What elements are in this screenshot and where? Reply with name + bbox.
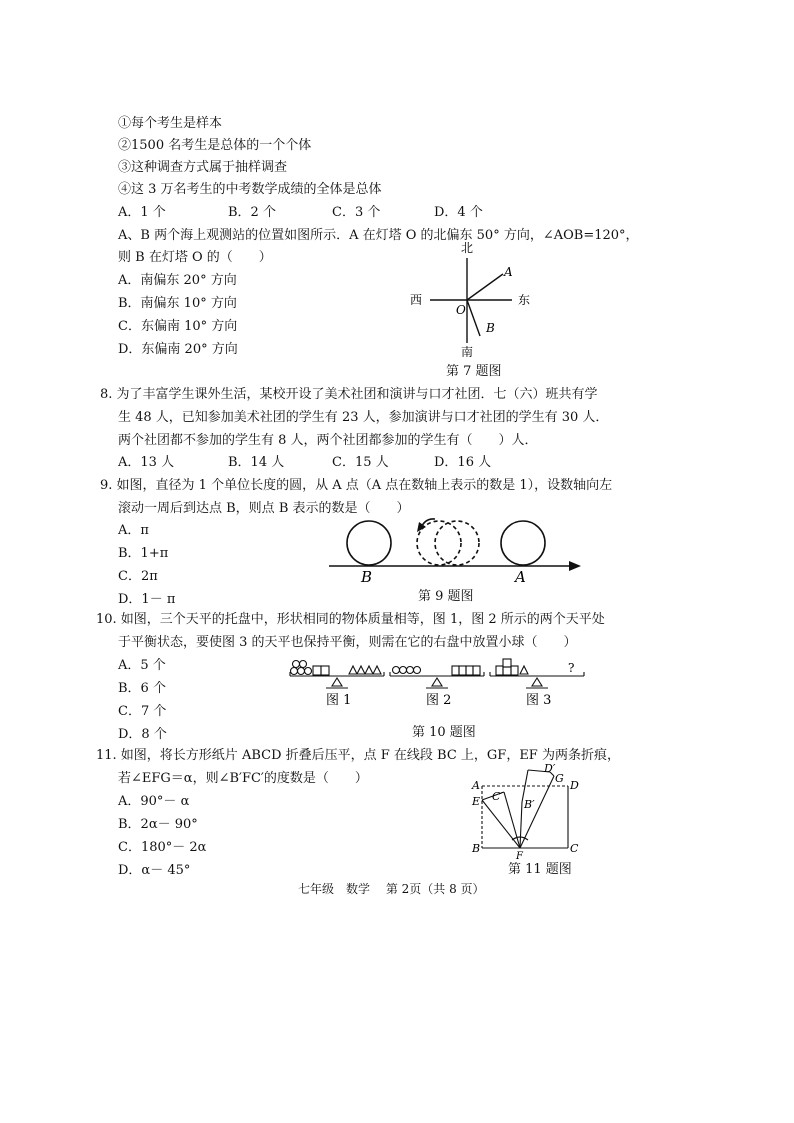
label-west: 西 xyxy=(410,293,423,307)
balance-3-question-mark: ? xyxy=(568,661,575,675)
q9-line2: 滚动一周后到达点 B，则点 B 表示的数是（ ） xyxy=(118,501,410,516)
q7-option-a: A．南偏东 20° 方向 xyxy=(118,273,237,288)
ray-oa xyxy=(467,274,503,300)
label-east: 东 xyxy=(518,293,531,307)
page-footer: 七年级 数学 第 2页（共 8 页） xyxy=(298,882,485,896)
q6-option-a: A．1 个 xyxy=(118,205,166,220)
q10-option-a: A．5 个 xyxy=(118,658,166,673)
balance-1 xyxy=(290,661,384,689)
q9-caption: 第 9 题图 xyxy=(418,589,474,604)
q10-option-c: C．7 个 xyxy=(118,704,167,719)
q9-option-b: B．1+π xyxy=(118,546,169,561)
statement-3: ③这种调查方式属于抽样调查 xyxy=(118,160,288,175)
q6-option-c: C．3 个 xyxy=(332,205,381,220)
q11-folding-diagram xyxy=(468,760,586,860)
label-f: F xyxy=(516,851,523,860)
q9-option-a: A．π xyxy=(118,523,149,538)
q7-compass-diagram xyxy=(400,238,550,358)
q9-option-d: D．1－ π xyxy=(118,592,176,607)
statement-4: ④这 3 万名考生的中考数学成绩的全体是总体 xyxy=(118,182,382,197)
q8-option-b: B．14 人 xyxy=(228,455,285,470)
q9-rolling-circle-diagram xyxy=(325,510,590,586)
q8-option-c: C．15 人 xyxy=(332,455,389,470)
q6-option-d: D．4 个 xyxy=(434,205,483,220)
q8-option-a: A．13 人 xyxy=(118,455,175,470)
q10-caption: 第 10 题图 xyxy=(412,725,476,740)
label-point-a: A xyxy=(515,568,526,586)
q7-option-b: B．南偏东 10° 方向 xyxy=(118,296,237,311)
number-line-arrowhead xyxy=(569,561,581,571)
q7-caption: 第 7 题图 xyxy=(446,364,502,379)
q9-line1: 9. 如图，直径为 1 个单位长度的圆，从 A 点（A 点在数轴上表示的数是 1），设数轴向左 xyxy=(100,478,613,493)
circle-at-b xyxy=(347,521,391,565)
q7-stem-line2: 则 B 在灯塔 O 的（ ） xyxy=(118,250,272,265)
q8-option-d: D．16 人 xyxy=(434,455,492,470)
q8-line3: 两个社团都不参加的学生有 8 人，两个社团都参加的学生有（ ）人． xyxy=(118,433,538,448)
q10-balance-diagram xyxy=(288,654,590,712)
balance-2 xyxy=(390,666,484,688)
edge-bf xyxy=(520,802,522,848)
label-b-prime: B′ xyxy=(524,798,535,811)
fig-label-1: 图 1 xyxy=(326,693,352,708)
q8-line1: 8. 为了丰富学生课外生活，某校开设了美术社团和演讲与口才社团．七（六）班共有学 xyxy=(100,387,598,402)
q7-option-c: C．东偏南 10° 方向 xyxy=(118,319,238,334)
label-b: B xyxy=(486,321,495,335)
label-d: D xyxy=(570,779,579,792)
q10-option-b: B．6 个 xyxy=(118,681,166,696)
label-south: 南 xyxy=(461,345,474,358)
label-point-b: B xyxy=(361,568,373,586)
label-c-prime: C′ xyxy=(492,790,503,803)
rolling-circle-right xyxy=(435,521,479,565)
label-c: C xyxy=(570,842,579,855)
q6-option-b: B．2 个 xyxy=(228,205,276,220)
q11-caption: 第 11 题图 xyxy=(508,862,572,877)
q7-stem-line1: A、B 两个海上观测站的位置如图所示．A 在灯塔 O 的北偏东 50° 方向，∠AOB=120°， xyxy=(118,228,639,243)
q11-line1: 11. 如图，将长方形纸片 ABCD 折叠后压平，点 F 在线段 BC 上，GF，EF 为两条折痕， xyxy=(96,748,620,763)
q11-option-c: C．180°－ 2α xyxy=(118,840,207,855)
q11-option-d: D．α－ 45° xyxy=(118,863,191,878)
fig-label-3: 图 3 xyxy=(526,693,552,708)
label-d-prime: D′ xyxy=(544,762,556,775)
fold-ef xyxy=(482,800,520,848)
q9-option-c: C．2π xyxy=(118,569,158,584)
q10-line2: 于平衡状态，要使图 3 的天平也保持平衡，则需在它的右盘中放置小球（ ） xyxy=(118,635,577,650)
circle-at-a xyxy=(501,521,545,565)
label-e: E xyxy=(472,795,481,808)
q11-option-a: A．90°－ α xyxy=(118,794,190,809)
label-b: B xyxy=(472,842,481,855)
ray-ob xyxy=(467,300,480,336)
q11-line2: 若∠EFG＝α，则∠B′FC′的度数是（ ） xyxy=(118,771,368,786)
label-a: A xyxy=(472,779,480,792)
q7-option-d: D．东偏南 20° 方向 xyxy=(118,342,238,357)
q11-option-b: B．2α－ 90° xyxy=(118,817,198,832)
statement-2: ②1500 名考生是总体的一个个体 xyxy=(118,138,312,153)
label-g: G xyxy=(555,772,564,785)
q8-line2: 生 48 人，已知参加美术社团的学生有 23 人，参加演讲与口才社团的学生有 30 人． xyxy=(118,410,609,425)
q10-line1: 10. 如图，三个天平的托盘中，形状相同的物体质量相等，图 1，图 2 所示的两个天平处 xyxy=(96,612,605,627)
statement-1: ①每个考生是样本 xyxy=(118,116,223,131)
label-north: 北 xyxy=(461,241,474,255)
q10-option-d: D．8 个 xyxy=(118,727,167,742)
label-a: A xyxy=(504,265,513,279)
label-o: O xyxy=(456,303,466,317)
rolling-arrowhead xyxy=(417,522,426,532)
fig-label-2: 图 2 xyxy=(426,693,452,708)
